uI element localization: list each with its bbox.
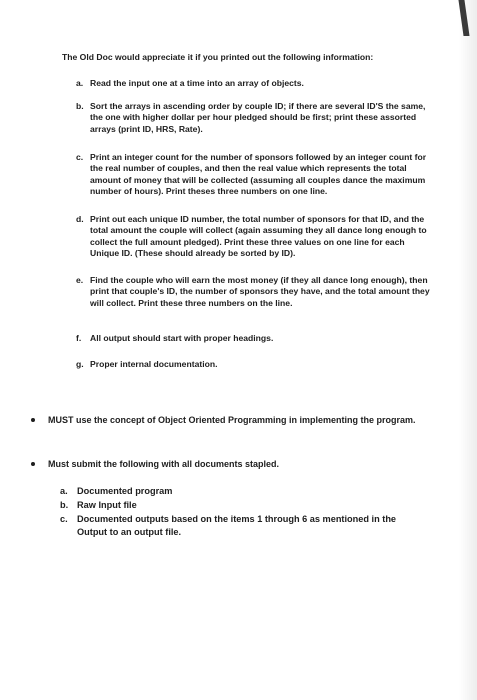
item-text: Find the couple who will earn the most money (if they all dance long enough), then print that couple's ID, the number of sponsors they have, and the total amount they will collect. Print these three numbers on the line. — [90, 275, 430, 308]
bullet-text — [48, 414, 416, 426]
item-text: Documented outputs based on the items 1 through 6 as mentioned in the Output to an output file. — [77, 514, 397, 537]
item-letter: e. — [76, 275, 84, 285]
item-letter: a. — [60, 486, 68, 496]
item-letter: b. — [76, 101, 84, 111]
page-edge-shadow — [459, 0, 477, 700]
item-text: Print out each unique ID number, the total number of sponsors for that ID, and the total amount the couple will collect (again assuming they all dance long enough to collect the full amount pledged). Print these three values on one line for each Unique ID. (These should already be sorted by ID). — [90, 214, 427, 259]
bullet-text: Must submit the following with all documents stapled. — [48, 459, 280, 469]
item-text: Read the input one at a time into an array of objects. — [90, 78, 304, 88]
intro-line: The Old Doc would appreciate it if you printed out the following information: — [62, 52, 374, 62]
bullet-text-start: MUST use the concept of — [48, 415, 159, 425]
bullet-dot-icon — [31, 462, 35, 466]
item-text: Proper internal documentation. — [90, 359, 218, 369]
bullet-dot-icon — [31, 418, 35, 422]
item-text: All output should start with proper headings. — [90, 333, 274, 343]
item-letter: c. — [60, 514, 68, 524]
item-text: Documented program — [77, 486, 173, 496]
item-letter: a. — [76, 78, 84, 88]
item-letter: d. — [76, 214, 84, 224]
item-letter: g. — [76, 359, 84, 369]
item-text: Sort the arrays in ascending order by couple ID; if there are several ID'S the same, the one with higher dollar per hour pledged should be first; print these assorted arrays (print ID, HRS, Rate). — [90, 101, 426, 134]
bullet-text-end: in implementing the program. — [286, 415, 416, 425]
item-text: Print an integer count for the number of sponsors followed by an integer count for the real number of couples, and then the real value which represents the total amount of money that will be collected (assuming all couples dance the maximum number of hours). Print theses three numbers on one line. — [90, 152, 427, 197]
item-letter: b. — [60, 500, 69, 510]
item-letter: f. — [76, 333, 82, 343]
item-text: Raw Input file — [77, 500, 137, 510]
item-letter: c. — [76, 152, 84, 162]
bullet-text-bold: Object Oriented Programming — [158, 415, 287, 425]
